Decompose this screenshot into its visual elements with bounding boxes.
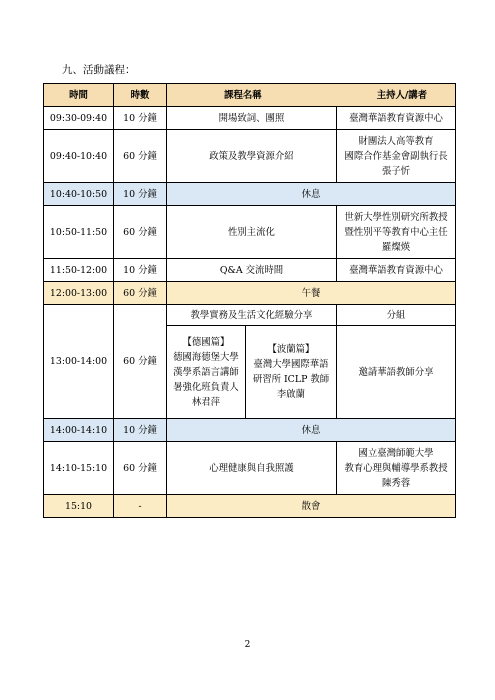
table-row <box>44 305 456 326</box>
host-cell: 世新大學性別研究所教授 暨性別平等教育中心主任 羅燦煐 <box>337 206 456 259</box>
time-cell: 13:00-14:00 <box>44 305 114 419</box>
duration-cell: 60 分鐘 <box>114 206 167 259</box>
host-cell: 國立臺灣師範大學 教育心理與輔導學系教授 陳秀蓉 <box>337 442 456 495</box>
time-cell: 10:40-10:50 <box>44 183 114 206</box>
course-cell: 開場致詞、團照 <box>167 107 337 130</box>
duration-cell: 10 分鐘 <box>114 183 167 206</box>
course-cell: 性別主流化 <box>167 206 337 259</box>
header-time: 時間 <box>44 84 114 107</box>
table-row <box>44 130 456 183</box>
time-cell: 10:50-11:50 <box>44 206 114 259</box>
duration-cell: - <box>114 495 167 518</box>
header-course <box>167 84 456 107</box>
duration-cell: 60 分鐘 <box>114 282 167 305</box>
agenda-table <box>43 83 456 518</box>
duration-cell: 60 分鐘 <box>114 305 167 419</box>
time-cell: 11:50-12:00 <box>44 259 114 282</box>
host-cell: 臺灣華語教育資源中心 <box>337 107 456 130</box>
break-cell: 休息 <box>167 183 456 206</box>
table-row <box>44 495 456 518</box>
header-host-label: 主持人/講者 <box>376 89 428 101</box>
germany-speaker-cell: 【德國篇】 德國海德堡大學 漢學系語言講師 暑強化班負責人 林君萍 <box>167 326 246 419</box>
course-cell: Q&A 交流時間 <box>167 259 337 282</box>
duration-cell: 10 分鐘 <box>114 259 167 282</box>
table-header-row <box>44 84 456 107</box>
break-cell: 休息 <box>167 419 456 442</box>
table-row <box>44 442 456 495</box>
page-number: 2 <box>244 640 251 650</box>
header-course-label: 課程名稱 <box>224 89 262 101</box>
course-cell: 心理健康與自我照護 <box>167 442 337 495</box>
table-row <box>44 107 456 130</box>
table-row <box>44 183 456 206</box>
table-row <box>44 206 456 259</box>
sharing-title-cell: 教學實務及生活文化經驗分享 <box>167 305 337 326</box>
time-cell: 14:00-14:10 <box>44 419 114 442</box>
table-row <box>44 419 456 442</box>
time-cell: 12:00-13:00 <box>44 282 114 305</box>
end-cell: 散會 <box>167 495 456 518</box>
group-host-cell: 邀請華語教師分享 <box>337 326 456 419</box>
lunch-cell: 午餐 <box>167 282 456 305</box>
group-cell: 分組 <box>337 305 456 326</box>
duration-cell: 10 分鐘 <box>114 419 167 442</box>
section-title: 九、活動議程： <box>62 64 136 76</box>
taiwan-speaker-cell: 【波蘭篇】 臺灣大學國際華語 研習所 ICLP 教師 李啟蘭 <box>246 326 337 419</box>
time-cell: 15:10 <box>44 495 114 518</box>
time-cell: 14:10-15:10 <box>44 442 114 495</box>
time-cell: 09:40-10:40 <box>44 130 114 183</box>
host-cell: 臺灣華語教育資源中心 <box>337 259 456 282</box>
table-row <box>44 282 456 305</box>
table-row <box>44 259 456 282</box>
duration-cell: 10 分鐘 <box>114 107 167 130</box>
time-cell: 09:30-09:40 <box>44 107 114 130</box>
duration-cell: 60 分鐘 <box>114 130 167 183</box>
header-duration: 時數 <box>114 84 167 107</box>
host-cell: 財團法人高等教育 國際合作基金會副執行長 張子忻 <box>337 130 456 183</box>
duration-cell: 60 分鐘 <box>114 442 167 495</box>
course-cell: 政策及教學資源介紹 <box>167 130 337 183</box>
